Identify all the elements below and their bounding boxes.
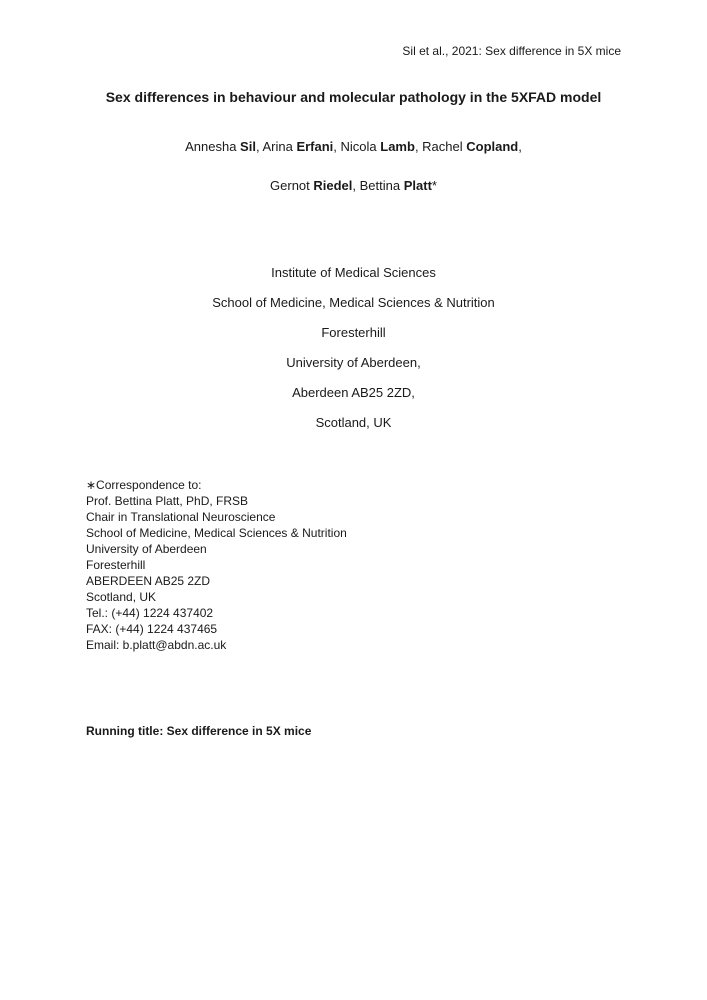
correspondence-phone: Tel.: (+44) 1224 437402 (86, 606, 214, 620)
correspondence-line: Foresterhill (86, 558, 146, 572)
author-last-name: Copland (466, 139, 519, 154)
author-separator: , (518, 139, 522, 154)
correspondence-line: University of Aberdeen (86, 542, 207, 556)
running-title: Running title: Sex difference in 5X mice (86, 724, 312, 738)
author-line-1 (0, 139, 707, 154)
author-last-name: Riedel (313, 178, 353, 193)
correspondence-fax: FAX: (+44) 1224 437465 (86, 622, 218, 636)
correspondence-block (86, 477, 347, 653)
correspondence-line: Chair in Translational Neuroscience (86, 510, 276, 524)
author-separator: , (352, 178, 360, 193)
author-line-2 (0, 178, 707, 193)
correspondence-line: School of Medicine, Medical Sciences & Nutrition (86, 526, 347, 540)
affiliation-line: School of Medicine, Medical Sciences & Nutrition (212, 295, 495, 310)
author-last-name: Lamb (380, 139, 415, 154)
author-separator: , (333, 139, 341, 154)
correspondence-line: Prof. Bettina Platt, PhD, FRSB (86, 494, 249, 508)
affiliation-line: Institute of Medical Sciences (271, 265, 436, 280)
correspondence-line: ABERDEEN AB25 2ZD (86, 574, 211, 588)
author-first-name: Nicola (340, 139, 381, 154)
affiliation-line: Aberdeen AB25 2ZD, (292, 385, 415, 400)
author-first-name: Gernot (270, 178, 314, 193)
correspondence-line: Scotland, UK (86, 590, 157, 604)
author-last-name: Platt (403, 178, 432, 193)
affiliation-line: Scotland, UK (315, 415, 392, 430)
affiliation-block (0, 258, 707, 438)
affiliation-line: University of Aberdeen, (286, 355, 421, 370)
author-last-name: Erfani (296, 139, 334, 154)
corresponding-author-mark: * (431, 178, 437, 193)
running-head: Sil et al., 2021: Sex difference in 5X mice (402, 44, 621, 58)
correspondence-heading: ∗Correspondence to: (86, 478, 202, 492)
affiliation-line: Foresterhill (321, 325, 386, 340)
correspondence-email: Email: b.platt@abdn.ac.uk (86, 638, 227, 652)
author-separator: , (414, 139, 423, 154)
author-first-name: Arina (262, 139, 297, 154)
author-separator: , (255, 139, 263, 154)
paper-title: Sex differences in behaviour and molecular pathology in the 5XFAD model (105, 89, 602, 105)
author-last-name: Sil (240, 139, 256, 154)
author-first-name: Annesha (185, 139, 241, 154)
author-first-name: Rachel (422, 139, 467, 154)
author-first-name: Bettina (359, 178, 404, 193)
